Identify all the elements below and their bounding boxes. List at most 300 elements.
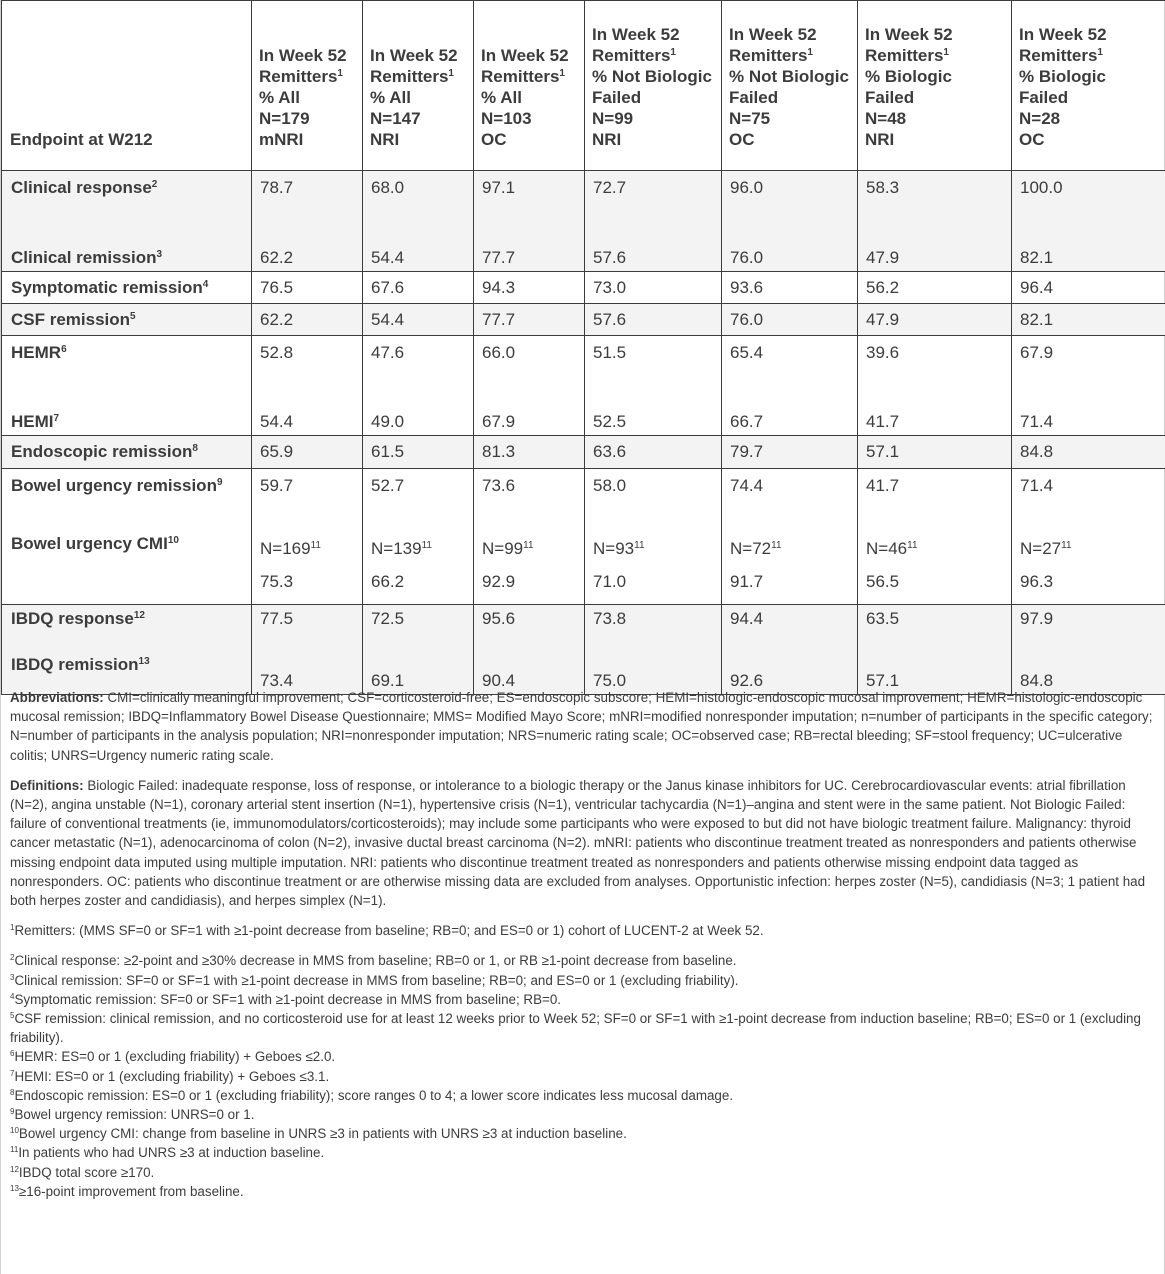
sample-size-footnote-marker: 11 [1061,540,1072,551]
value-cell [252,436,363,469]
value-cell [858,336,1012,436]
column-header-line1: In Week 52 [865,25,953,44]
value-text: 94.4 [730,609,764,628]
sample-size-footnote-marker: 11 [907,540,918,551]
value-cell-content [730,469,857,604]
column-header [1012,1,1165,171]
value-text: 93.6 [730,278,764,297]
header-row [2,1,1165,171]
value-cell [474,469,585,605]
sample-size [260,539,321,559]
value-cell [858,304,1012,336]
endpoint-cell [2,304,252,336]
value-text: 58.0 [593,476,627,495]
endpoint-label-text: IBDQ response [11,609,134,628]
value-text: 71.0 [593,572,627,591]
column-header-line4: Failed [865,88,915,107]
value-cell [585,171,722,272]
value-text: 57.1 [866,671,900,690]
column-header-n: N=147 [370,109,421,128]
value-text: 77.5 [260,609,294,628]
column-header-line2: Remitters [729,46,808,65]
value-text: 47.6 [371,343,405,362]
value-cell-content [593,304,721,335]
column-header-line1: In Week 52 [729,25,817,44]
value-cell [722,171,858,272]
value-cell [722,304,858,336]
column-header-line4: Failed [592,88,642,107]
abbreviations-paragraph [10,688,1160,765]
value-cell-content [593,469,721,604]
value-cell [1012,272,1165,304]
value-text: 41.7 [866,476,900,495]
endpoint-label [11,476,223,496]
endpoint-label [11,278,208,298]
value-cell [474,304,585,336]
value-text: 73.0 [593,278,627,297]
column-header-line3: % Biologic [1019,67,1106,86]
endpoint-label [11,534,179,554]
value-cell [858,469,1012,605]
footnote-marker: 11 [10,1145,19,1155]
column-header-method: NRI [865,130,895,149]
value-text: 65.4 [730,343,764,362]
footnote-text: In patients who had UNRS ≥3 at induction baseline. [18,1145,325,1161]
value-cell [363,171,474,272]
endpoint-label-text: Symptomatic remission [11,278,203,297]
endpoint-footnote-marker: 5 [130,311,136,322]
value-text: 92.9 [482,572,516,591]
column-header-n: N=99 [592,109,634,128]
table-body [2,171,1165,695]
endpoint-footnote-marker: 3 [156,249,163,260]
value-cell [585,272,722,304]
value-cell [363,272,474,304]
value-cell [585,336,722,436]
endpoint-label [11,609,145,629]
value-cell-content [260,272,362,303]
endpoint-label-text: Endoscopic remission [11,442,193,461]
column-header-line2: Remitters [259,67,338,86]
value-text: 78.7 [260,178,294,197]
endpoint-label [11,655,150,675]
value-cell-content [593,605,721,694]
footnote-marker: 7 [10,1068,15,1078]
footnote-text: Bowel urgency CMI: change from baseline in UNRS ≥3 in patients with UNRS ≥3 at induction baseline. [18,1126,627,1142]
value-cell-content [1020,436,1165,468]
column-header-method: mNRI [259,130,304,149]
value-text: 82.1 [1020,248,1054,267]
value-cell [1012,336,1165,436]
endpoint-cell-content [11,469,251,604]
column-header-method: NRI [592,130,622,149]
footnote [10,1086,1160,1105]
sample-size [371,539,432,559]
column-header-footnote-marker: 1 [943,47,949,58]
column-header-footnote-marker: 1 [670,47,676,58]
value-cell [585,469,722,605]
footnote-text: Clinical remission: SF=0 or SF=1 with ≥1-point decrease in MMS from baseline; RB=0; and ES=0 or 1 (excluding friability). [14,972,739,988]
value-text: 96.4 [1020,278,1054,297]
value-cell [363,605,474,695]
endpoint-label [11,442,198,462]
footnote-marker: 8 [10,1087,15,1097]
column-header-line3: % Not Biologic [729,67,849,86]
value-cell-content [593,336,721,435]
value-text: 97.9 [1020,609,1054,628]
column-header-line3: % All [481,88,522,107]
value-text: 81.3 [482,442,516,461]
value-text: 52.7 [371,476,405,495]
value-cell-content [260,469,362,604]
endpoint-label [11,343,67,363]
value-cell-content [730,436,857,468]
value-cell-content [260,336,362,435]
column-header-line1: In Week 52 [481,46,569,65]
value-text: 62.2 [260,248,294,267]
endpoint-cell-content [11,336,251,435]
column-header-n: N=28 [1019,109,1061,128]
sample-size-text: N=99 [482,539,524,558]
column-header [585,1,722,171]
column-header-line3: % Biologic [865,67,952,86]
column-header-line2: Remitters [865,46,944,65]
definitions-text: Biologic Failed: inadequate response, loss of response, or intolerance to a biologic therapy or the Janus kinase inhibitors for UC. Cerebrocardiovascular events: atrial fibrillation (N=2), angina unstable (N=1), coronary arterial stent insertion (N=1), hypertensive crisis (N=1), ventricular tachycardia (N=1)–angina and stent were in the same patient. Not Biologic Failed: failure of conventional treatments (ie, immunomodulators/corticosteroids); may include some participants who were exposed to but did not have biologic treatment failure. Malignancy: thyroid cancer metastatic (N=1), adenocarcinoma of colon (N=2), invasive ductal breast carcinoma (N=2). mNRI: patients who discontinue treatment treated as nonresponders and patients otherwise missing endpoint data imputed using multiple imputation. NRI: patients who discontinue treatment treated as nonresponders and patients otherwise missing endpoint data tagged as nonresponders. OC: patients who discontinue treatment or are otherwise missing data are excluded from analyses. Opportunistic infection: herpes zoster (N=5), candidiasis (N=3; 1 patient had both herpes zoster and candidiasis), and herpes simplex (N=1). [10,777,1146,909]
value-text: 54.4 [371,310,405,329]
abbreviations-label: Abbreviations: [10,690,104,705]
footnote-marker: 9 [10,1107,15,1117]
value-text: 69.1 [371,671,405,690]
value-cell-content [866,304,1011,335]
endpoint-cell-content [11,436,251,468]
value-text: 96.0 [730,178,764,197]
value-cell-content [730,304,857,335]
value-text: 79.7 [730,442,764,461]
value-text: 72.7 [593,178,627,197]
value-cell [585,605,722,695]
sample-size [482,539,534,559]
value-cell [1012,171,1165,272]
value-cell-content [866,436,1011,468]
value-cell [722,436,858,469]
value-cell-content [1020,171,1165,271]
value-cell [474,171,585,272]
value-text: 66.7 [730,412,764,431]
value-cell [722,605,858,695]
footnote-marker: 10 [10,1126,19,1136]
endpoint-cell [2,171,252,272]
footnote [10,1009,1160,1047]
value-text: 96.3 [1020,572,1054,591]
endpoint-label-text: IBDQ remission [11,655,139,674]
value-cell-content [482,304,584,335]
value-cell [858,436,1012,469]
value-cell [363,304,474,336]
value-text: 75.0 [593,671,627,690]
value-cell-content [371,336,473,435]
footnote-text: Endoscopic remission: ES=0 or 1 (excluding friability); score ranges 0 to 4; a lower score indicates less mucosal damage. [14,1087,734,1103]
value-cell-content [730,605,857,694]
column-header-footnote-marker: 1 [337,68,343,79]
value-text: 41.7 [866,412,900,431]
value-text: 84.8 [1020,671,1054,690]
footnote-marker: 5 [10,1011,15,1021]
column-header [858,1,1012,171]
table-row [2,436,1165,469]
value-text: 100.0 [1020,178,1063,197]
value-cell-content [593,272,721,303]
value-text: 56.5 [866,572,900,591]
value-text: 76.5 [260,278,294,297]
column-header-n: N=103 [481,109,532,128]
footnote-text: ≥16-point improvement from baseline. [18,1183,244,1199]
value-text: 72.5 [371,609,405,628]
value-cell [363,336,474,436]
column-header-line1: In Week 52 [1019,25,1107,44]
value-cell-content [260,436,362,468]
value-cell-content [866,605,1011,694]
endpoint-cell-content [11,272,251,303]
sample-size-footnote-marker: 11 [634,540,645,551]
sample-size-text: N=27 [1020,539,1062,558]
footnote [10,971,1160,990]
endpoint-label [11,178,157,198]
value-cell [252,171,363,272]
value-cell-content [593,436,721,468]
endpoint-cell [2,436,252,469]
value-text: 84.8 [1020,442,1054,461]
definitions-label: Definitions: [10,777,84,793]
value-cell [363,469,474,605]
column-header-n: N=179 [259,109,310,128]
footnote-marker: 13 [10,1183,19,1193]
value-text: 95.6 [482,609,516,628]
value-cell [252,469,363,605]
value-text: 62.2 [260,310,294,329]
value-text: 94.3 [482,278,516,297]
footnote [10,990,1160,1009]
sample-size [1020,539,1072,559]
value-cell [252,605,363,695]
value-text: 57.6 [593,248,627,267]
column-header [722,1,858,171]
endpoint-label-text: Bowel urgency remission [11,476,217,495]
footnote-text: Clinical response: ≥2-point and ≥30% decrease in MMS from baseline; RB=0 or 1, or RB ≥1-point decrease from baseline. [14,953,737,969]
column-header-footnote-marker: 1 [559,68,565,79]
footnote-text: HEMI: ES=0 or 1 (excluding friability) + Geboes ≤3.1. [14,1068,330,1084]
value-cell-content [1020,605,1165,694]
value-cell-content [371,304,473,335]
table-row [2,336,1165,436]
column-header-line2: Remitters [370,67,449,86]
footnote [10,1182,1160,1201]
column-header-n: N=75 [729,109,771,128]
footnote [10,1105,1160,1124]
value-text: 71.4 [1020,412,1054,431]
footnote [10,1124,1160,1143]
column-header-line3: % All [370,88,411,107]
footnote-marker: 2 [10,953,15,963]
footnote-1 [10,921,1160,940]
column-header-line1: In Week 52 [592,25,680,44]
value-cell [474,436,585,469]
footnote-text: Bowel urgency remission: UNRS=0 or 1. [14,1107,255,1123]
value-cell-content [482,272,584,303]
footnote-marker: 12 [10,1164,19,1174]
endpoint-cell [2,605,252,695]
endpoint-cell [2,336,252,436]
table-row [2,171,1165,272]
abbreviations-text: CMI=clinically meaningful improvement; CSF=corticosteroid-free; ES=endoscopic subscore; HEMI=histologic-endoscopic mucosal improvement; HEMR=histologic-endoscopic mucosal remission; IBDQ=Inflammatory Bowel Disease Questionnaire; MMS= Modified Mayo Score; mNRI=modified nonresponder imputation; n=number of participants in the specific category; N=number of participants in the analysis population; NRI=nonresponder imputation; NRS=numeric rating scale; OC=observed case; RB=rectal bleeding; SF=stool frequency; UC=ulcerative colitis; UNRS=Urgency numeric rating scale. [10,690,1153,763]
footnote [10,1163,1160,1182]
endpoint-footnote-marker: 13 [138,656,150,667]
value-cell-content [482,605,584,694]
value-cell-content [866,272,1011,303]
value-cell [252,304,363,336]
table-row [2,272,1165,304]
value-cell-content [730,336,857,435]
endpoint-label [11,310,136,330]
sample-size [866,539,918,559]
footnote-marker: 3 [10,972,15,982]
endpoint-label-text: Clinical response [11,178,152,197]
value-text: 77.7 [482,248,516,267]
value-cell-content [371,272,473,303]
definitions-paragraph [10,776,1160,910]
footnote [10,1067,1160,1086]
value-cell-content [260,304,362,335]
column-header-method: OC [729,130,755,149]
column-header [474,1,585,171]
column-header [363,1,474,171]
column-header-method: OC [1019,130,1045,149]
endpoint-footnote-marker: 6 [61,344,67,355]
value-text: 57.6 [593,310,627,329]
sample-size-text: N=139 [371,539,422,558]
value-text: 52.5 [593,412,627,431]
column-header-line2: Remitters [592,46,671,65]
value-text: 51.5 [593,343,627,362]
value-cell-content [371,605,473,694]
sample-size [593,539,645,559]
endpoint-label [11,412,59,432]
value-text: 91.7 [730,572,764,591]
value-cell-content [371,171,473,271]
value-text: 63.6 [593,442,627,461]
value-text: 67.6 [371,278,405,297]
value-cell-content [866,171,1011,271]
endpoint-footnote-marker: 4 [202,279,209,290]
value-cell-content [866,336,1011,435]
value-text: 49.0 [371,412,405,431]
value-cell-content [482,336,584,435]
endpoint-cell-content [11,605,251,694]
column-header [252,1,363,171]
footnote-marker: 1 [10,923,15,933]
value-text: 71.4 [1020,476,1054,495]
value-cell [1012,304,1165,336]
endpoint-footnote-marker: 8 [192,443,198,454]
column-header-footnote-marker: 1 [807,47,813,58]
footnote [10,1143,1160,1162]
value-cell [722,336,858,436]
endpoint-label-text: HEMR [11,343,62,362]
value-text: 57.1 [866,442,900,461]
footnote-marker: 4 [10,991,15,1001]
value-text: 82.1 [1020,310,1054,329]
value-cell [858,605,1012,695]
value-text: 68.0 [371,178,405,197]
endpoint-column-header: Endpoint at W212 [2,1,252,171]
column-header-footnote-marker: 1 [448,68,454,79]
value-cell [1012,605,1165,695]
value-text: 58.3 [866,178,900,197]
endpoint-footnote-marker: 2 [151,179,158,190]
endpoint-footnote-marker: 9 [216,477,223,488]
endpoint-cell-content [11,304,251,335]
column-header-footnote-marker: 1 [1097,47,1103,58]
value-cell-content [1020,469,1165,604]
column-header-line1: In Week 52 [259,46,347,65]
value-cell [1012,436,1165,469]
value-cell [252,272,363,304]
footnote-list [10,951,1160,1201]
value-cell [474,272,585,304]
column-header-line2: Remitters [481,67,560,86]
value-cell [363,436,474,469]
footnote-text: Remitters: (MMS SF=0 or SF=1 with ≥1-point decrease from baseline; RB=0; and ES=0 or 1) cohort of LUCENT-2 at Week 52. [14,923,764,939]
value-cell [722,469,858,605]
endpoint-footnote-marker: 7 [53,413,60,424]
sample-size-footnote-marker: 11 [310,540,321,551]
value-cell-content [1020,272,1165,303]
column-header-line3: % Not Biologic [592,67,712,86]
endpoint-label-text: HEMI [11,412,54,431]
sample-size-text: N=93 [593,539,635,558]
column-header-method: NRI [370,130,400,149]
results-table [1,0,1165,695]
value-cell [474,336,585,436]
footnote-text: IBDQ total score ≥170. [18,1164,155,1180]
value-text: 59.7 [260,476,294,495]
sample-size [730,539,782,559]
value-text: 97.1 [482,178,516,197]
value-text: 90.4 [482,671,516,690]
column-header-line3: % All [259,88,300,107]
endpoint-cell [2,272,252,304]
value-text: 76.0 [730,310,764,329]
value-cell [858,272,1012,304]
value-text: 65.9 [260,442,294,461]
table-row [2,469,1165,605]
value-text: 54.4 [371,248,405,267]
value-cell-content [260,605,362,694]
value-cell [252,336,363,436]
table-row [2,304,1165,336]
sample-size-text: N=169 [260,539,311,558]
endpoint-label-text: Bowel urgency CMI [11,534,168,553]
column-header-method: OC [481,130,507,149]
value-text: 47.9 [866,310,900,329]
footnote [10,1047,1160,1066]
value-text: 47.9 [866,248,900,267]
value-text: 67.9 [1020,343,1054,362]
endpoint-cell [2,469,252,605]
column-header-n: N=48 [865,109,907,128]
endpoint-label-text: Clinical remission [11,248,157,267]
value-cell [722,272,858,304]
endpoint-cell-content [11,171,251,271]
